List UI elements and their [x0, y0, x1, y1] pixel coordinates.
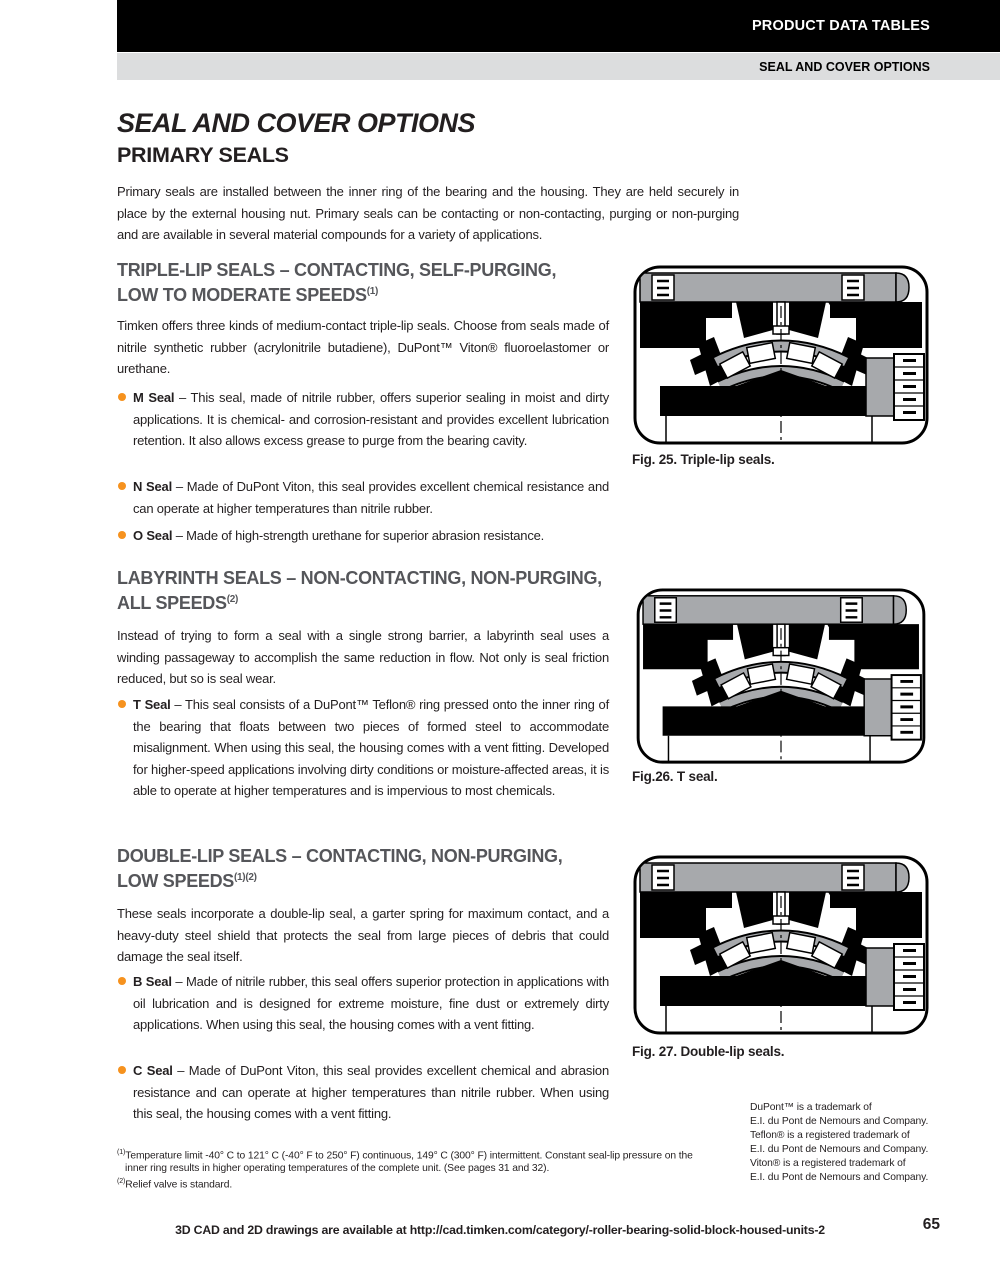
trademark-line: E.I. du Pont de Nemours and Company.	[750, 1171, 929, 1183]
bullet-text: – Made of DuPont Viton, this seal provides excellent chemical resistance and can operate at higher temperatures than nitrile rubber.	[133, 479, 609, 516]
section-body-triple-lip: Timken offers three kinds of medium-contact triple-lip seals. Choose from seals made of nitrile synthetic rubber (acrylonitrile butadiene), DuPont™ Viton® fluoroelastomer or urethane.	[117, 318, 609, 376]
list-item-c-seal	[117, 1060, 609, 1125]
section-heading-labyrinth	[117, 567, 622, 614]
bullet-lead: T Seal	[133, 697, 171, 712]
footnote-ref: (1)(2)	[234, 872, 257, 883]
seal-cross-section-diagram	[632, 587, 930, 769]
figure-caption: Fig.26. T seal.	[632, 769, 718, 784]
intro-paragraph: Primary seals are installed between the inner ring of the bearing and the housing. They are held securely in place by the external housing nut. Primary seals can be contacting or non-contacting, purging or non-purging and are available in several material compounds for a variety of applications.	[117, 184, 739, 242]
bullet-icon	[118, 977, 126, 985]
trademark-notices	[750, 1101, 928, 1184]
section-body-labyrinth: Instead of trying to form a seal with a single strong barrier, a labyrinth seal uses a winding passageway to accomplish the same reduction in flow. Not only is seal friction reduced, but so is seal wear.	[117, 628, 609, 686]
header-primary-label: PRODUCT DATA TABLES	[751, 18, 930, 34]
heading-line: ALL SPEEDS	[117, 593, 227, 613]
bullet-lead: B Seal	[133, 974, 172, 989]
bullet-text: – Made of DuPont Viton, this seal provides excellent chemical and abrasion resistance and can operate at higher temperatures than nitrile rubber. When using this seal, the housing comes with a vent fitting.	[133, 1063, 609, 1121]
bullet-text: – Made of nitrile rubber, this seal offers superior protection in applications with oil lubrication and is designed for extreme moisture, fine dust or extremely dirty applications. When using this seal, the housing comes with a vent fitting.	[133, 974, 609, 1032]
page-subtitle: PRIMARY SEALS	[117, 143, 289, 167]
footnote-text: Relief valve is standard.	[125, 1179, 233, 1191]
heading-line: LABYRINTH SEALS – NON-CONTACTING, NON-PURGING,	[117, 568, 602, 588]
seal-cross-section-diagram	[632, 854, 930, 1040]
header-secondary-label: SEAL AND COVER OPTIONS	[759, 59, 930, 74]
bullet-text: – This seal consists of a DuPont™ Teflon® ring pressed onto the inner ring of the bearing that floats between two pieces of formed steel to accommodate misalignment. When using this seal, the housing comes with a vent fitting. Developed for higher-speed applications involving dirty conditions or moisture-affected areas, it is able to operate at higher temperatures and is impervious to most chemicals.	[133, 697, 609, 798]
figure-triple-lip-seals	[632, 264, 930, 450]
bullet-icon	[118, 531, 126, 539]
bullet-text: – Made of high-strength urethane for superior abrasion resistance.	[175, 528, 545, 543]
bullet-icon	[118, 700, 126, 708]
bullet-lead: C Seal	[133, 1063, 173, 1078]
bullet-icon	[118, 1066, 126, 1074]
list-item-m-seal	[117, 387, 609, 452]
section-heading-double-lip	[117, 845, 622, 892]
figure-caption: Fig. 25. Triple-lip seals.	[632, 452, 775, 467]
list-item-n-seal	[117, 476, 609, 519]
heading-line: LOW TO MODERATE SPEEDS	[117, 285, 367, 305]
footnote-ref: (2)	[226, 594, 239, 605]
footnote-2	[117, 1175, 717, 1191]
bullet-lead: O Seal	[133, 528, 173, 543]
footnote-1	[117, 1146, 717, 1175]
page-title: SEAL AND COVER OPTIONS	[117, 108, 476, 138]
figure-caption: Fig. 27. Double-lip seals.	[632, 1044, 785, 1059]
bullet-lead: M Seal	[133, 390, 175, 405]
figure-t-seal	[632, 587, 930, 769]
heading-line: LOW SPEEDS	[117, 871, 235, 891]
footnote-marker: (2)	[117, 1178, 126, 1186]
trademark-line: E.I. du Pont de Nemours and Company.	[750, 1143, 929, 1155]
list-item-o-seal	[117, 525, 609, 547]
bullet-text: – This seal, made of nitrile rubber, offers superior sealing in moist and dirty applications. It is chemical- and corrosion-resistant and provides excellent lubrication retention. It also allows excess grease to purge from the bearing cavity.	[133, 390, 610, 448]
footnote-text: Temperature limit -40° C to 121° C (-40° F to 250° F) continuous, 149° C (300° F) intermittent. Constant seal-lip pressure on the inner ring results in higher operating temperatures of the complete unit. (See pages 31 and 32).	[125, 1150, 693, 1175]
bullet-lead: N Seal	[133, 479, 172, 494]
heading-line: DOUBLE-LIP SEALS – CONTACTING, NON-PURGING,	[117, 846, 563, 866]
trademark-line: Viton® is a registered trademark of	[750, 1157, 906, 1169]
list-item-t-seal	[117, 694, 609, 802]
seal-cross-section-diagram	[632, 264, 930, 450]
trademark-line: DuPont™ is a trademark of	[750, 1102, 872, 1113]
list-item-b-seal	[117, 971, 609, 1036]
bullet-icon	[118, 393, 126, 401]
trademark-line: Teflon® is a registered trademark of	[750, 1129, 910, 1141]
figure-double-lip-seals	[632, 854, 930, 1040]
footnote-ref: (1)	[366, 286, 379, 297]
trademark-line: E.I. du Pont de Nemours and Company.	[750, 1115, 929, 1127]
page-number: 65	[922, 1216, 940, 1233]
section-heading-triple-lip	[117, 259, 622, 306]
section-body-double-lip: These seals incorporate a double-lip seal, a garter spring for maximum contact, and a heavy-duty steel shield that protects the seal from large pieces of debris that could damage the seal itself.	[117, 906, 609, 964]
footnotes	[117, 1146, 717, 1192]
footnote-marker: (1)	[117, 1149, 126, 1156]
bullet-icon	[118, 482, 126, 490]
page-header-band	[117, 0, 1000, 52]
heading-line: TRIPLE-LIP SEALS – CONTACTING, SELF-PURGING,	[117, 260, 557, 280]
footer-cad-note: 3D CAD and 2D drawings are available at http://cad.timken.com/category/-roller-bearing-solid-block-housed-units-2	[175, 1223, 825, 1237]
page-subheader-band	[117, 53, 1000, 80]
